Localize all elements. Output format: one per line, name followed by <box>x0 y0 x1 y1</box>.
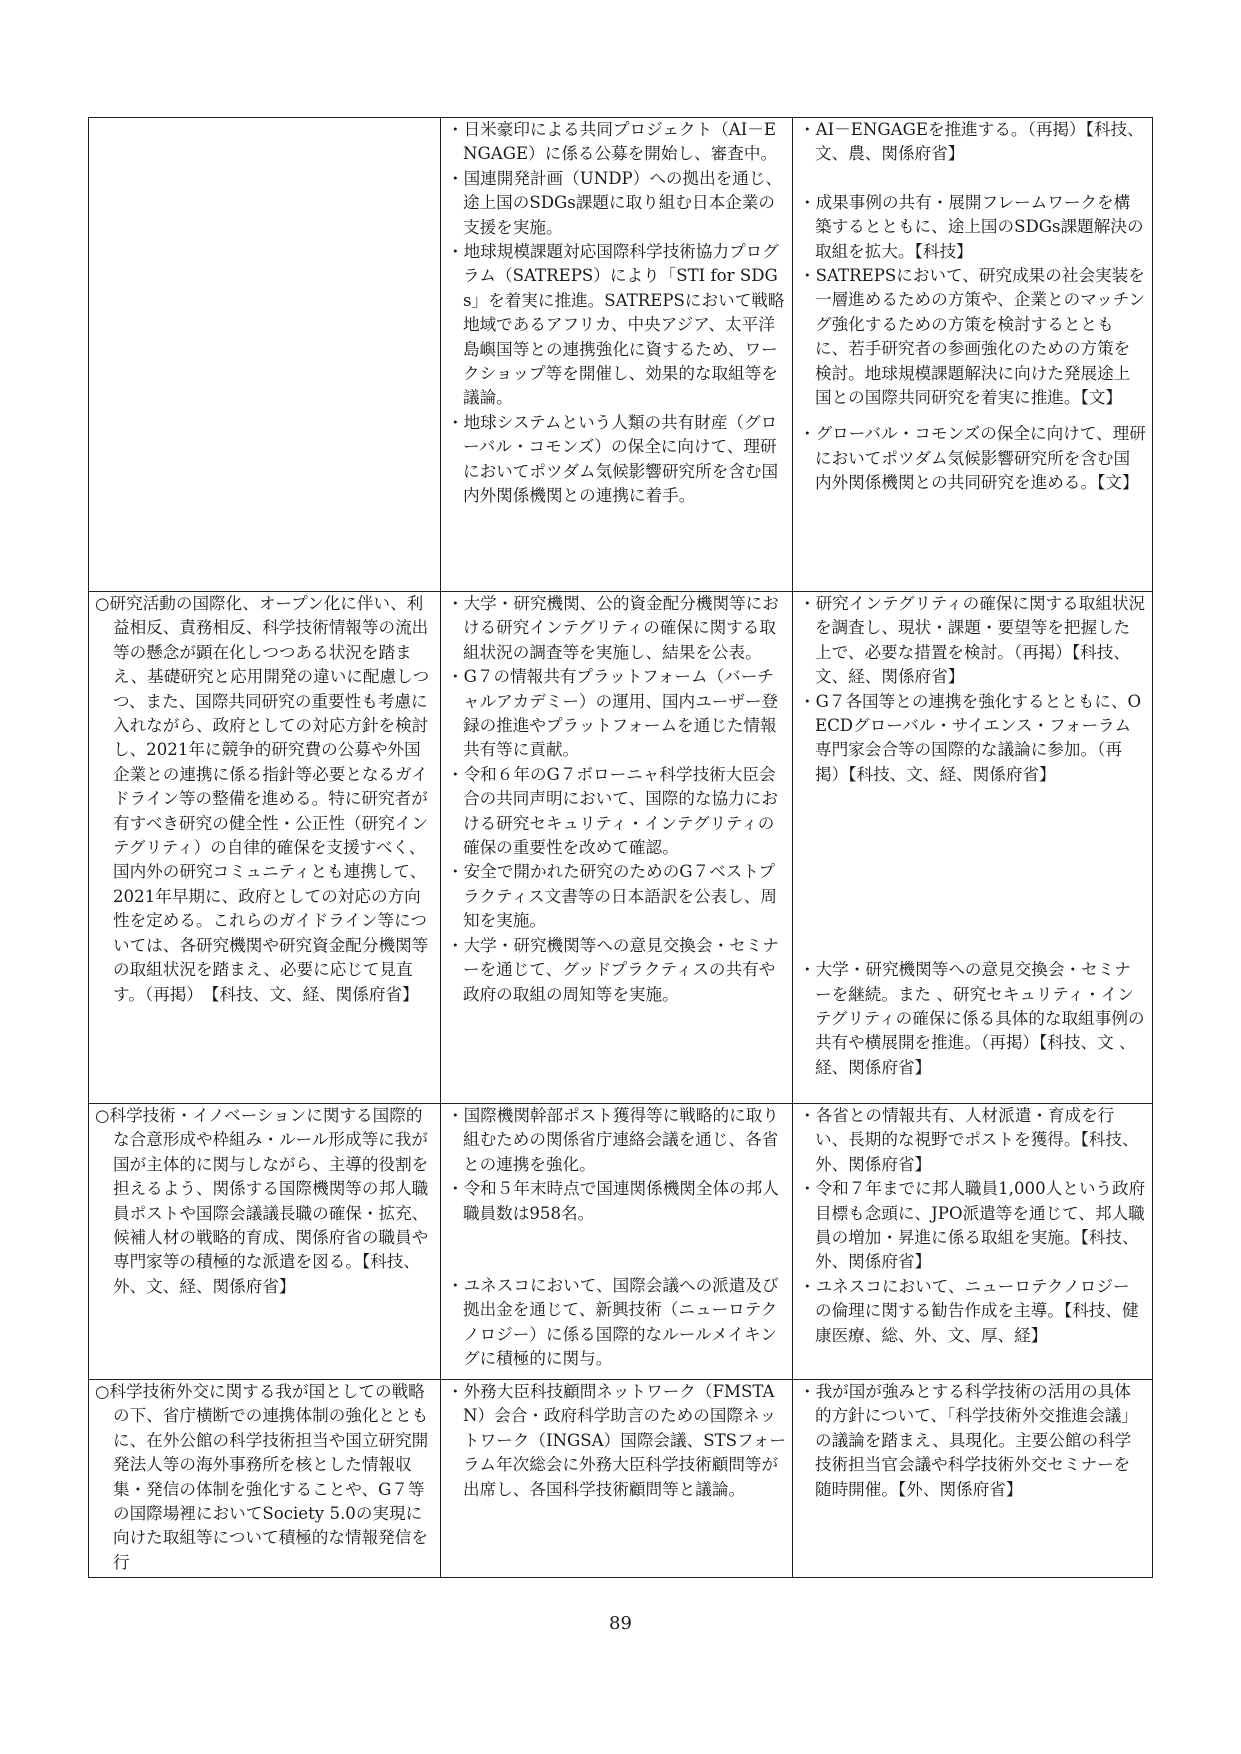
status-item: ・大学・研究機関等への意見交換会・セミナーを通じて、グッドプラクティスの共有や政府の取組の周知等を実施。 <box>447 935 779 1004</box>
status-item: ・安全で開かれた研究のためのG７ベストプラクティス文書等の日本語訳を公表し、周知を実施。 <box>447 862 777 931</box>
status-item: ・地球規模課題対応国際科学技術協力プログラム（SATREPS）により「STI for SDGs」を着実に推進。SATREPSにおいて戦略地域であるアフリカ、中央アジア、太平洋島嶼国等との連携強化に資するため、ワークショップ等を開催し、効果的な取組等を議論。 <box>447 242 785 408</box>
plan-item: ・グローバル・コモンズの保全に向けて、理研においてポツダム気候影響研究所を含む国内外関係機関との共同研究を進める。【文】 <box>799 424 1146 493</box>
plan-cell <box>793 1104 1153 1380</box>
page-number: 89 <box>609 1613 632 1634</box>
table-row <box>89 118 1153 592</box>
status-cell <box>441 1104 793 1380</box>
plan-item: ・成果事例の共有・展開フレームワークを構築するとともに、途上国のSDGs課題解決の取組を拡大。【科技】 <box>799 192 1144 261</box>
plan-cell <box>793 118 1153 592</box>
plan-cell <box>793 1380 1153 1578</box>
status-item: ・地球システムという人類の共有財産（グローバル・コモンズ）の保全に向けて、理研においてポツダム気候影響研究所を含む国内外関係機関との連携に着手。 <box>447 412 779 506</box>
policy-table <box>88 117 1153 1578</box>
plan-item: ・ユネスコにおいて、ニューロテクノロジーの倫理に関する勧告作成を主導。【科技、健康医療、総、外、文、厚、経】 <box>799 1276 1139 1345</box>
status-item: ・令和６年のG７ボローニャ科学技術大臣会合の共同声明において、国際的な協力における研究セキュリティ・インテグリティの確保の重要性を改めて確認。 <box>447 764 778 858</box>
plan-item: ・G７各国等との連携を強化するとともに、OECDグローバル・サイエンス・フォーラム専門家会合等の国際的な議論に参加。（再掲）【科技、文、経、関係府省】 <box>799 691 1142 784</box>
plan-item: ・我が国が強みとする科学技術の活用の具体的方針について、「科学技術外交推進会議」の議論を踏まえ、具現化。主要公館の科学技術担当官会議や科学技術外交セミナーを随時開催。【外、関係府省】 <box>799 1382 1138 1499</box>
status-cell <box>441 592 793 1104</box>
table-row <box>89 1104 1153 1380</box>
goal-cell <box>89 1380 441 1578</box>
goal-item: ○科学技術・イノベーションに関する国際的な合意形成や枠組み・ルール形成等に我が国が主体的に関与しながら、主導的役割を担えるよう、関係する国際機関等の邦人職員ポストや国際会議議長職の確保・拡充、候補人材の戦略的育成、関係府省の職員や専門家等の積極的な派遣を図る。【科技、外、文、経、関係府省】 <box>95 1106 429 1296</box>
status-item: ・大学・研究機関、公的資金配分機関等における研究インテグリティの確保に関する取組状況の調査等を実施し、結果を公表。 <box>447 594 779 662</box>
plan-item: ・研究インテグリティの確保に関する取組状況を調査し、現状・課題・要望等を把握した上で、必要な措置を検討。（再掲）【科技、文、経、関係府省】 <box>799 594 1146 687</box>
plan-item: ・各省との情報共有、人材派遣・育成を行い、長期的な視野でポストを獲得。【科技、外、関係府省】 <box>799 1106 1139 1174</box>
plan-item: ・令和７年までに邦人職員1,000人という政府目標も念頭に、JPO派遣等を通じて、邦人職員の増加・昇進に係る取組を実施。【科技、外、関係府省】 <box>799 1179 1146 1272</box>
status-item: ・外務大臣科技顧問ネットワーク（FMSTAN）会合・政府科学助言のための国際ネットワーク（INGSA）国際会議、STSフォーラム年次総会に外務大臣科学技術顧問等が出席し、各国科学技術顧問等と議論。 <box>447 1382 786 1499</box>
goal-cell <box>89 118 441 592</box>
status-item: ・G７の情報共有プラットフォーム（バーチャルアカデミー）の運用、国内ユーザー登録の推進やプラットフォームを通じた情報共有等に貢献。 <box>447 667 779 760</box>
goal-cell <box>89 592 441 1104</box>
status-item: ・日米豪印による共同プロジェクト（AI－ENGAGE）に係る公募を開始し、審査中。 <box>447 120 778 164</box>
status-item: ・ユネスコにおいて、国際会議への派遣及び拠出金を通じて、新興技術（ニューロテクノロジー）に係る国際的なルールメイキングに積極的に関与。 <box>447 1276 779 1369</box>
plan-cell <box>793 592 1153 1104</box>
goal-item: ○科学技術外交に関する我が国としての戦略の下、省庁横断での連携体制の強化とともに、在外公館の科学技術担当や国立研究開発法人等の海外事務所を核とした情報収集・発信の体制を強化することや、G７等の国際場裡においてSociety 5.0の実現に向けた取組等について積極的な情報発信を行 <box>95 1382 429 1572</box>
goal-item: ○研究活動の国際化、オープン化に伴い、利益相反、責務相反、科学技術情報等の流出等の懸念が顕在化しつつある状況を踏まえ、基礎研究と応用開発の違いに配慮しつつ、また、国際共同研究の重要性も考慮に入れながら、政府としての対応方針を検討し、2021年に競争的研究費の公募や外国企業との連携に係る指針等必要となるガイドライン等の整備を進める。特に研究者が有すべき研究の健全性・公正性（研究インテグリティ）の自律的確保を支援すべく、国内外の研究コミュニティとも連携して、2021年早期に、政府としての対応の方向性を定める。これらのガイドライン等については、各研究機関や研究資金配分機関等の取組状況を踏まえ、必要に応じて見直す。（再掲） 【科技、文、経、関係府省】 <box>95 594 430 1004</box>
plan-item: ・AI－ENGAGEを推進する。（再掲）【科技、文、農、関係府省】 <box>799 120 1144 164</box>
table-row <box>89 592 1153 1104</box>
status-item: ・国連開発計画（UNDP）への拠出を通じ、途上国のSDGs課題に取り組む日本企業の支援を実施。 <box>447 168 783 237</box>
goal-cell <box>89 1104 441 1380</box>
table-row <box>89 1380 1153 1578</box>
plan-item: ・SATREPSにおいて、研究成果の社会実装を一層進めるための方策や、企業とのマッチング強化するための方策を検討するとともに、若手研究者の参画強化のための方策を検討。地球規模課題解決に向けた発展途上国との国際共同研究を着実に推進。【文】 <box>799 266 1146 408</box>
status-item: ・国際機関幹部ポスト獲得等に戦略的に取り組むための関係省庁連絡会議を通じ、各省との連携を強化。 <box>447 1106 779 1174</box>
status-item: ・令和５年末時点で国連関係機関全体の邦人職員数は958名。 <box>447 1179 779 1223</box>
status-cell <box>441 1380 793 1578</box>
status-cell <box>441 118 793 592</box>
plan-item: ・大学・研究機関等への意見交換会・セミナーを継続。また 、研究セキュリティ・インテグリティの確保に係る具体的な取組事例の共有や横展開を推進。（再掲）【科技、文 、経、関係府省】 <box>799 960 1145 1077</box>
